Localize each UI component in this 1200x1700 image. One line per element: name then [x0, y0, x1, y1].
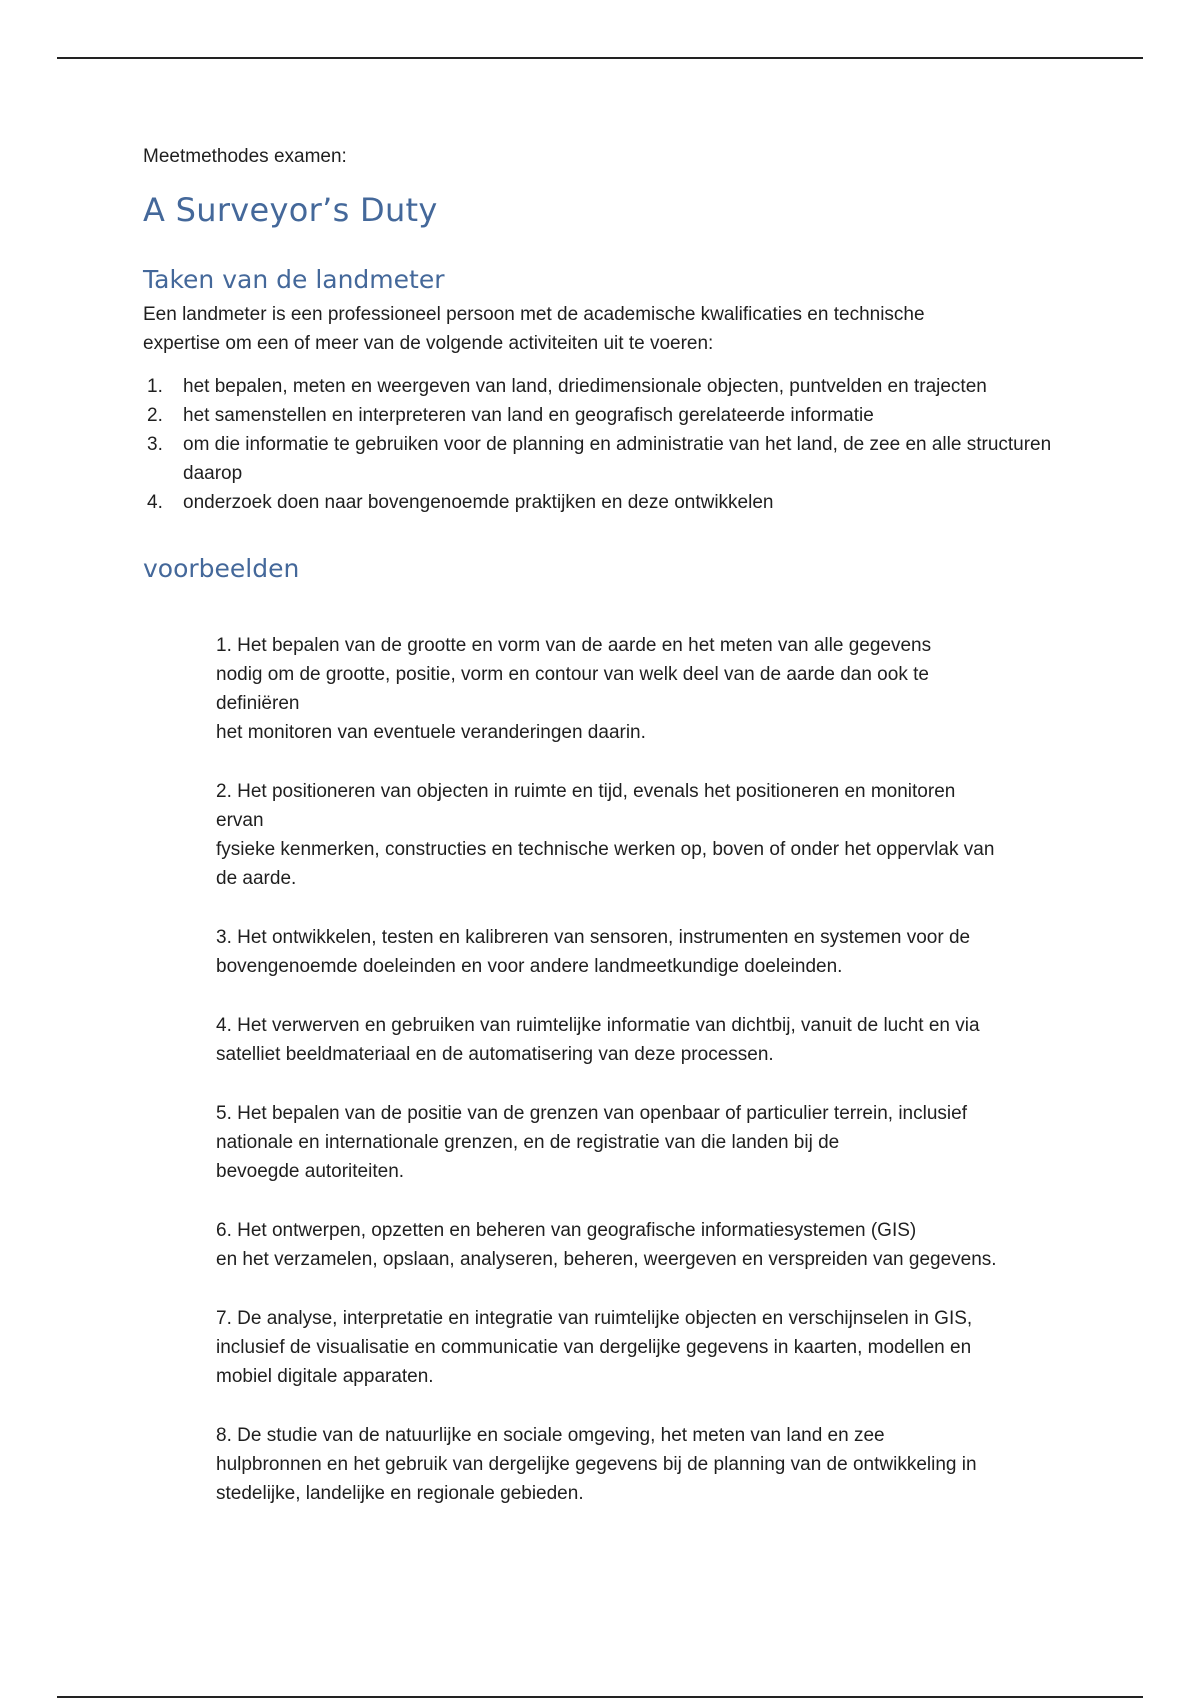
example-line: hulpbronnen en het gebruik van dergelijke gegevens bij de planning van de ontwikkeling in — [216, 1454, 977, 1475]
intro-paragraph — [143, 300, 1003, 358]
example-line: inclusief de visualisatie en communicatie van dergelijke gegevens in kaarten, modellen en — [216, 1337, 972, 1358]
list-item-text: het samenstellen en interpreteren van land en geografisch gerelateerde informatie — [183, 405, 874, 426]
list-item-text: het bepalen, meten en weergeven van land, driedimensionale objecten, puntvelden en trajecten — [183, 376, 987, 397]
document-title: A Surveyor’s Duty — [143, 191, 438, 229]
example-line: ervan — [216, 810, 264, 831]
list-item — [143, 430, 1083, 488]
example-line: mobiel digitale apparaten. — [216, 1366, 434, 1387]
example-line: 6. Het ontwerpen, opzetten en beheren van geografische informatiesystemen (GIS) — [216, 1220, 917, 1241]
list-item-number: 2. — [147, 405, 163, 426]
example-line: 4. Het verwerven en gebruiken van ruimtelijke informatie van dichtbij, vanuit de lucht en via — [216, 1015, 980, 1036]
example-paragraph — [216, 1216, 1076, 1274]
example-line: 1. Het bepalen van de grootte en vorm van de aarde en het meten van alle gegevens — [216, 635, 932, 656]
example-line: stedelijke, landelijke en regionale gebieden. — [216, 1483, 584, 1504]
example-line: 7. De analyse, interpretatie en integratie van ruimtelijke objecten en verschijnselen in GIS, — [216, 1308, 973, 1329]
examples-block — [216, 631, 1076, 1508]
example-line: 8. De studie van de natuurlijke en sociale omgeving, het meten van land en zee — [216, 1425, 885, 1446]
example-line: 5. Het bepalen van de positie van de grenzen van openbaar of particulier terrein, inclusief — [216, 1103, 967, 1124]
example-line: 2. Het positioneren van objecten in ruimte en tijd, evenals het positioneren en monitoren — [216, 781, 956, 802]
example-line: 3. Het ontwikkelen, testen en kalibreren van sensoren, instrumenten en systemen voor de — [216, 927, 971, 948]
example-line: nationale en internationale grenzen, en de registratie van die landen bij de — [216, 1132, 840, 1153]
example-paragraph — [216, 631, 1076, 747]
intro-line: Een landmeter is een professioneel persoon met de academische kwalificaties en technische — [143, 304, 925, 325]
example-line: bovengenoemde doeleinden en voor andere landmeetkundige doeleinden. — [216, 956, 843, 977]
task-list — [143, 372, 1083, 517]
bottom-rule — [57, 1696, 1143, 1698]
example-line: het monitoren van eventuele veranderingen daarin. — [216, 722, 646, 743]
example-line: satelliet beeldmateriaal en de automatisering van deze processen. — [216, 1044, 774, 1065]
subject-line: Meetmethodes examen: — [143, 146, 347, 167]
example-line: definiëren — [216, 693, 300, 714]
page-content — [143, 142, 1083, 1538]
list-item-number: 4. — [147, 492, 163, 513]
section-heading-examples: voorbeelden — [143, 554, 300, 583]
list-item — [143, 488, 1083, 517]
example-line: fysieke kenmerken, constructies en technische werken op, boven of onder het oppervlak van — [216, 839, 995, 860]
example-paragraph — [216, 1421, 1076, 1508]
list-item-number: 1. — [147, 376, 163, 397]
intro-line: expertise om een of meer van de volgende activiteiten uit te voeren: — [143, 333, 714, 354]
example-line: en het verzamelen, opslaan, analyseren, beheren, weergeven en verspreiden van gegevens. — [216, 1249, 997, 1270]
section-heading-tasks: Taken van de landmeter — [143, 265, 445, 294]
list-item-number: 3. — [147, 434, 163, 455]
example-paragraph — [216, 1011, 1076, 1069]
example-paragraph — [216, 1099, 1076, 1186]
list-item-text: om die informatie te gebruiken voor de planning en administratie van het land, de zee en alle structuren daarop — [183, 434, 1052, 484]
example-line: de aarde. — [216, 868, 297, 889]
list-item-text: onderzoek doen naar bovengenoemde praktijken en deze ontwikkelen — [183, 492, 774, 513]
list-item — [143, 401, 1083, 430]
example-line: nodig om de grootte, positie, vorm en contour van welk deel van de aarde dan ook te — [216, 664, 929, 685]
list-item — [143, 372, 1083, 401]
example-paragraph — [216, 1304, 1076, 1391]
example-line: bevoegde autoriteiten. — [216, 1161, 405, 1182]
example-paragraph — [216, 923, 1076, 981]
example-paragraph — [216, 777, 1076, 893]
top-rule — [57, 57, 1143, 59]
